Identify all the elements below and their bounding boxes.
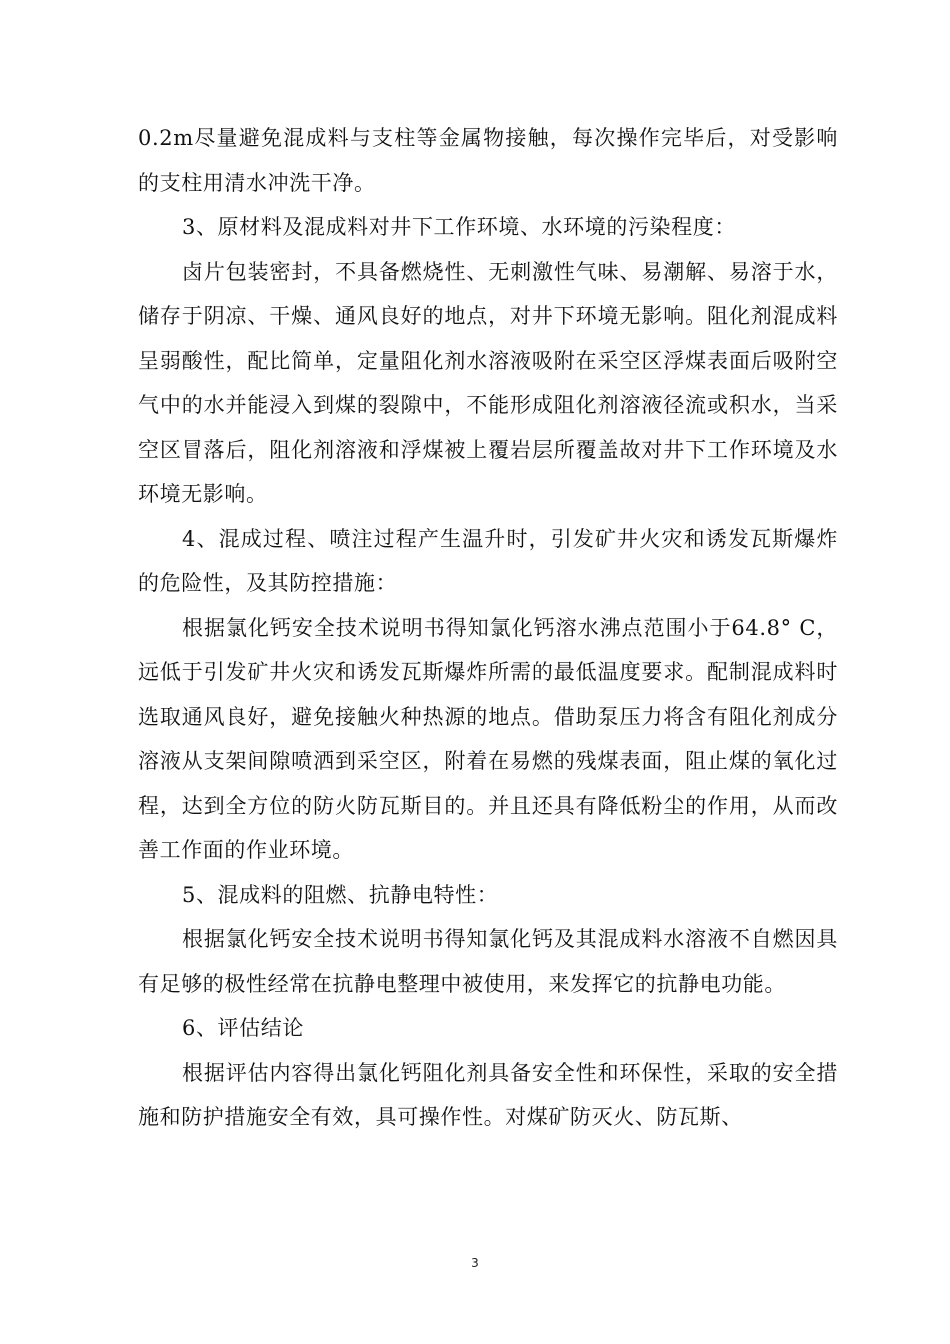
section-heading-4: 4、混成过程、喷注过程产生温升时，引发矿井火灾和诱发瓦斯爆炸的危险性，及其防控措施： bbox=[138, 526, 838, 595]
section-heading-3: 3、原材料及混成料对井下工作环境、水环境的污染程度： bbox=[182, 215, 736, 239]
section-heading-5: 5、混成料的阻燃、抗静电特性： bbox=[182, 882, 499, 907]
paragraph-antistatic: 根据氯化钙安全技术说明书得知氯化钙及其混成料水溶液不自燃因具有足够的极性经常在抗静电整理中被使用，来发挥它的抗静电功能。 bbox=[138, 927, 838, 996]
paragraph-continuation: 0.2m尽量避免混成料与支柱等金属物接触，每次操作完毕后，对受影响的支柱用清水冲洗干净。 bbox=[138, 126, 838, 195]
page-number: 3 bbox=[471, 1256, 479, 1270]
paragraph-temperature: 根据氯化钙安全技术说明书得知氯化钙溶水沸点范围小于64.8° C，远低于引发矿井火灾和诱发瓦斯爆炸所需的最低温度要求。配制混成料时选取通风良好，避免接触火种热源的地点。借助泵压力将含有阻化剂成分溶液从支架间隙喷洒到采空区，附着在易燃的残煤表面，阻止煤的氧化过程，达到全方位的防火防瓦斯目的。并且还具有降低粉尘的作用，从而改善工作面的作业环境。 bbox=[138, 615, 838, 862]
paragraph-pollution: 卤片包装密封，不具备燃烧性、无刺激性气味、易潮解、易溶于水，储存于阴凉、干燥、通风良好的地点，对井下环境无影响。阻化剂混成料呈弱酸性，配比简单，定量阻化剂水溶液吸附在采空区浮煤表面后吸附空气中的水并能浸入到煤的裂隙中，不能形成阻化剂溶液径流或积水，当采空区冒落后，阻化剂溶液和浮煤被上覆岩层所覆盖故对井下工作环境及水环境无影响。 bbox=[138, 259, 838, 506]
section-heading-6: 6、评估结论 bbox=[182, 1016, 304, 1040]
document-body bbox=[138, 116, 838, 1140]
paragraph-conclusion: 根据评估内容得出氯化钙阻化剂具备安全性和环保性，采取的安全措施和防护措施安全有效，具可操作性。对煤矿防灭火、防瓦斯、 bbox=[138, 1060, 838, 1129]
